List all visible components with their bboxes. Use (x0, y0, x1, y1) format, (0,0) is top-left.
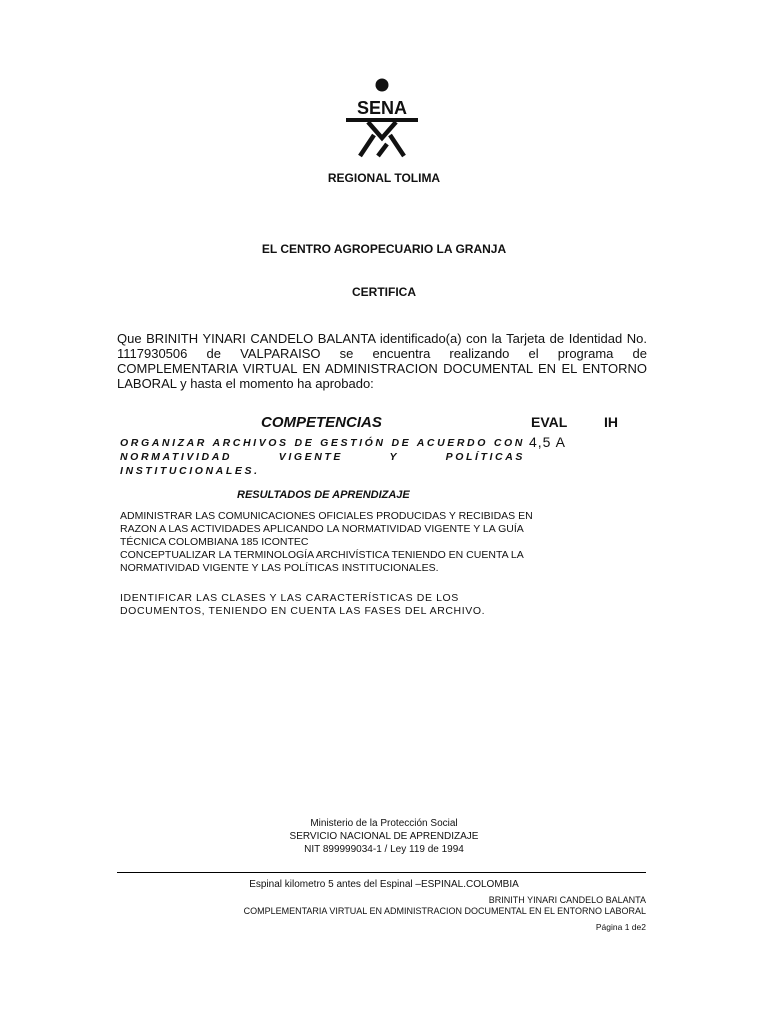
footer-service: SERVICIO NACIONAL DE APRENDIZAJE (289, 831, 479, 842)
center-heading: EL CENTRO AGROPECUARIO LA GRANJA (261, 242, 507, 256)
competencies-table-header (117, 414, 647, 434)
competencias-column-header: COMPETENCIAS (261, 414, 382, 431)
regional-heading: REGIONAL TOLIMA (327, 171, 441, 185)
learning-results-title: RESULTADOS DE APRENDIZAJE (237, 489, 410, 501)
footer-divider (117, 872, 646, 873)
competency-evaluation: 4,5 A (529, 434, 566, 450)
page-number: Página 1 de2 (595, 922, 646, 932)
learning-result-item: IDENTIFICAR LAS CLASES Y LAS CARACTERÍSTICAS DE LOS DOCUMENTOS, TENIENDO EN CUENTA LAS FASES DEL ARCHIVO. (120, 592, 486, 617)
competency-description: ORGANIZAR ARCHIVOS DE GESTIÓN DE ACUERDO CON NORMATIVIDAD VIGENTE Y POLÍTICAS INSTITUCIONALES. (120, 437, 525, 477)
footer-nit: NIT 899999034-1 / Ley 119 de 1994 (304, 844, 464, 855)
certifica-heading: CERTIFICA (352, 285, 416, 299)
sena-logo (340, 78, 424, 160)
learning-result-item: ADMINISTRAR LAS COMUNICACIONES OFICIALES PRODUCIDAS Y RECIBIDAS EN RAZON A LAS ACTIVIDADES APLICANDO LA NORMATIVIDAD VIGENTE Y LA GUÍA TÉCNICA COLOMBIANA 185 ICONTEC (120, 510, 533, 548)
learning-result-item: CONCEPTUALIZAR LA TERMINOLOGÍA ARCHIVÍSTICA TENIENDO EN CUENTA LA NORMATIVIDAD VIGENTE Y LAS POLÍTICAS INSTITUCIONALES. (120, 549, 524, 574)
ih-column-header: IH (604, 414, 618, 430)
eval-column-header: EVAL (531, 414, 568, 430)
footer-program: COMPLEMENTARIA VIRTUAL EN ADMINISTRACION DOCUMENTAL EN EL ENTORNO LABORAL (243, 906, 646, 916)
certificate-statement: Que BRINITH YINARI CANDELO BALANTA identificado(a) con la Tarjeta de Identidad No. 1117930506 de VALPARAISO se encuentra realizando el programa de COMPLEMENTARIA VIRTUAL EN ADMINISTRACION DOCUMENTAL EN EL ENTORNO LABORAL y hasta el momento ha aprobado: (117, 331, 647, 391)
footer-ministry: Ministerio de la Protección Social (310, 818, 458, 829)
sena-logo-icon (340, 78, 424, 160)
sena-logo-text: SENA (356, 98, 408, 118)
footer-student-name: BRINITH YINARI CANDELO BALANTA (488, 895, 646, 905)
footer-address: Espinal kilometro 5 antes del Espinal –ESPINAL.COLOMBIA (249, 879, 519, 890)
footer-institution (0, 817, 768, 856)
